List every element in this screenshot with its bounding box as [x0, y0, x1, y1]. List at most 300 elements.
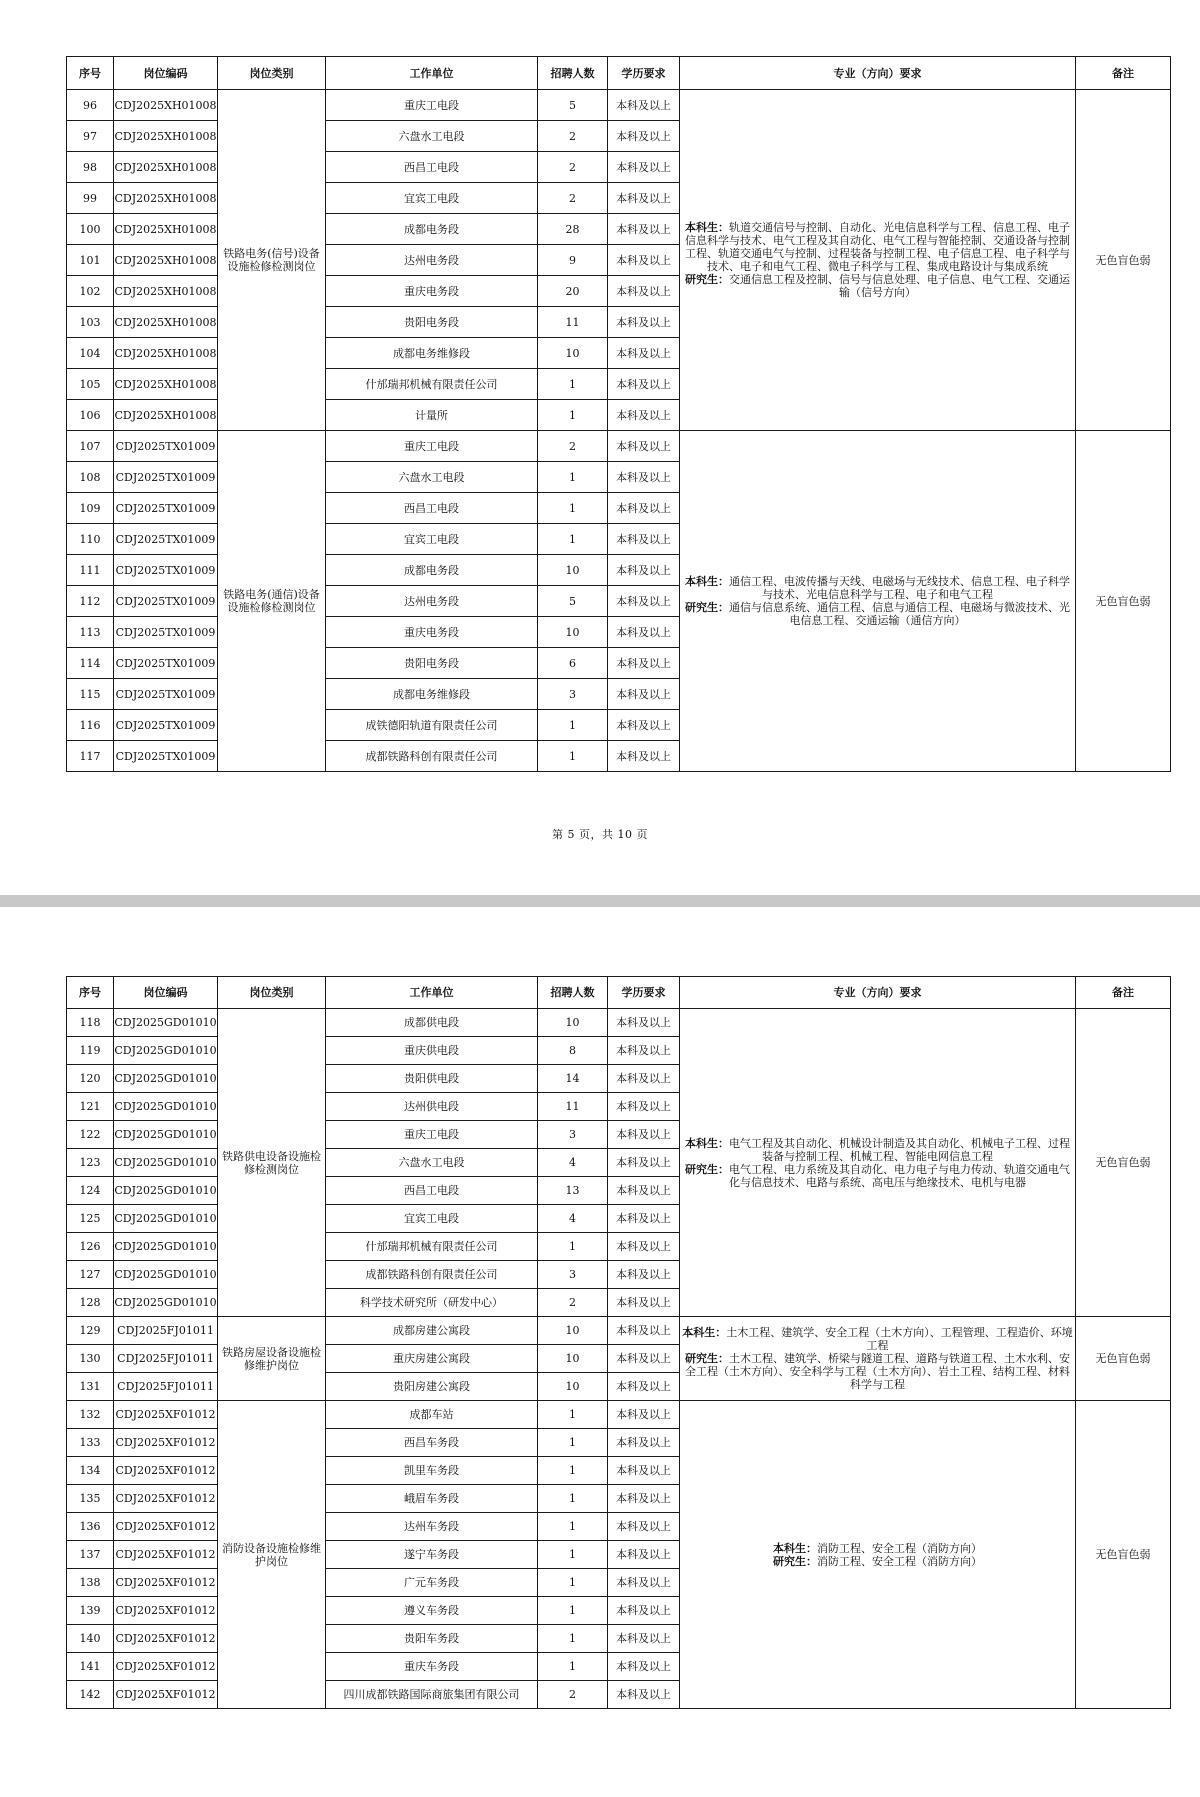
headcount-cell: 8	[538, 1037, 608, 1065]
row-number-cell: 135	[67, 1485, 114, 1513]
header-count: 招聘人数	[538, 57, 608, 90]
headcount-cell: 1	[538, 369, 608, 400]
row-number-cell: 114	[67, 648, 114, 679]
degree-requirement-cell: 本科及以上	[608, 1653, 680, 1681]
degree-requirement-cell: 本科及以上	[608, 586, 680, 617]
header-degree: 学历要求	[608, 977, 680, 1009]
major-level-label: 本科生：	[685, 221, 729, 234]
position-category-cell: 铁路电务(信号)设备设施检修检测岗位	[218, 90, 326, 431]
position-code-cell: CDJ2025XF01012	[114, 1597, 218, 1625]
headcount-cell: 1	[538, 1401, 608, 1429]
position-code-cell: CDJ2025FJ01011	[114, 1317, 218, 1345]
headcount-cell: 10	[538, 1373, 608, 1401]
headcount-cell: 1	[538, 710, 608, 741]
degree-requirement-cell: 本科及以上	[608, 1625, 680, 1653]
work-unit-cell: 成都电务段	[326, 555, 538, 586]
position-code-cell: CDJ2025TX01009	[114, 741, 218, 772]
page-6	[0, 907, 1200, 1797]
position-code-cell: CDJ2025XH01008	[114, 152, 218, 183]
position-code-cell: CDJ2025XH01008	[114, 307, 218, 338]
headcount-cell: 11	[538, 1093, 608, 1121]
degree-requirement-cell: 本科及以上	[608, 1009, 680, 1037]
degree-requirement-cell: 本科及以上	[608, 1233, 680, 1261]
degree-requirement-cell: 本科及以上	[608, 462, 680, 493]
headcount-cell: 3	[538, 679, 608, 710]
degree-requirement-cell: 本科及以上	[608, 1429, 680, 1457]
position-code-cell: CDJ2025TX01009	[114, 555, 218, 586]
degree-requirement-cell: 本科及以上	[608, 493, 680, 524]
degree-requirement-cell: 本科及以上	[608, 152, 680, 183]
row-number-cell: 134	[67, 1457, 114, 1485]
major-level-label: 研究生：	[685, 601, 729, 614]
degree-requirement-cell: 本科及以上	[608, 1681, 680, 1709]
major-level-label: 本科生：	[773, 1541, 817, 1555]
row-number-cell: 122	[67, 1121, 114, 1149]
major-line	[680, 221, 1075, 273]
position-category-cell: 铁路电务(通信)设备设施检修检测岗位	[218, 431, 326, 772]
position-code-cell: CDJ2025GD01010	[114, 1261, 218, 1289]
position-code-cell: CDJ2025GD01010	[114, 1289, 218, 1317]
recruitment-table	[66, 976, 1171, 1709]
headcount-cell: 1	[538, 1541, 608, 1569]
work-unit-cell: 宜宾工电段	[326, 524, 538, 555]
major-list-text: 土木工程、建筑学、桥梁与隧道工程、道路与铁道工程、土木水利、安全工程（土木方向）、安全科学与工程（土木方向）、岩土工程、结构工程、材料科学与工程	[685, 1352, 1070, 1391]
position-code-cell: CDJ2025XH01008	[114, 121, 218, 152]
headcount-cell: 1	[538, 1625, 608, 1653]
work-unit-cell: 遵义车务段	[326, 1597, 538, 1625]
headcount-cell: 4	[538, 1149, 608, 1177]
row-number-cell: 104	[67, 338, 114, 369]
headcount-cell: 2	[538, 431, 608, 462]
work-unit-cell: 六盘水工电段	[326, 462, 538, 493]
work-unit-cell: 遂宁车务段	[326, 1541, 538, 1569]
headcount-cell: 11	[538, 307, 608, 338]
headcount-cell: 10	[538, 617, 608, 648]
work-unit-cell: 西昌工电段	[326, 493, 538, 524]
major-line	[680, 601, 1075, 627]
headcount-cell: 2	[538, 183, 608, 214]
row-number-cell: 124	[67, 1177, 114, 1205]
headcount-cell: 1	[538, 524, 608, 555]
position-code-cell: CDJ2025GD01010	[114, 1205, 218, 1233]
degree-requirement-cell: 本科及以上	[608, 648, 680, 679]
position-code-cell: CDJ2025TX01009	[114, 524, 218, 555]
row-number-cell: 132	[67, 1401, 114, 1429]
work-unit-cell: 达州电务段	[326, 586, 538, 617]
degree-requirement-cell: 本科及以上	[608, 276, 680, 307]
headcount-cell: 14	[538, 1065, 608, 1093]
headcount-cell: 5	[538, 90, 608, 121]
major-line	[680, 1542, 1075, 1555]
work-unit-cell: 科学技术研究所（研发中心）	[326, 1289, 538, 1317]
position-code-cell: CDJ2025XF01012	[114, 1653, 218, 1681]
major-list-text: 消防工程、安全工程（消防方向）	[817, 1554, 982, 1568]
position-code-cell: CDJ2025TX01009	[114, 617, 218, 648]
row-number-cell: 115	[67, 679, 114, 710]
position-code-cell: CDJ2025TX01009	[114, 493, 218, 524]
headcount-cell: 13	[538, 1177, 608, 1205]
headcount-cell: 9	[538, 245, 608, 276]
row-number-cell: 112	[67, 586, 114, 617]
position-code-cell: CDJ2025XH01008	[114, 369, 218, 400]
headcount-cell: 10	[538, 1345, 608, 1373]
header-no: 序号	[67, 977, 114, 1009]
position-code-cell: CDJ2025GD01010	[114, 1149, 218, 1177]
major-line	[680, 1352, 1075, 1391]
position-code-cell: CDJ2025TX01009	[114, 586, 218, 617]
major-line	[680, 1326, 1075, 1352]
major-list-text: 轨道交通信号与控制、自动化、光电信息科学与工程、信息工程、电子信息科学与技术、电气工程及其自动化、电气工程与智能控制、交通设备与控制工程、轨道交通电气与控制、过程装备与控制工程、电子信息工程、电子科学与技术、电子和电气工程、微电子科学与工程、集成电路设计与集成系统	[685, 221, 1070, 273]
headcount-cell: 6	[538, 648, 608, 679]
degree-requirement-cell: 本科及以上	[608, 1093, 680, 1121]
degree-requirement-cell: 本科及以上	[608, 90, 680, 121]
major-list-text: 土木工程、建筑学、安全工程（土木方向）、工程管理、工程造价、环境工程	[726, 1326, 1073, 1352]
header-major: 专业（方向）要求	[680, 977, 1076, 1009]
row-number-cell: 129	[67, 1317, 114, 1345]
row-number-cell: 118	[67, 1009, 114, 1037]
position-code-cell: CDJ2025XF01012	[114, 1513, 218, 1541]
headcount-cell: 5	[538, 586, 608, 617]
remark-cell: 无色盲色弱	[1076, 431, 1171, 772]
table-row	[67, 90, 1171, 121]
row-number-cell: 140	[67, 1625, 114, 1653]
major-level-label: 研究生：	[685, 273, 729, 286]
row-number-cell: 127	[67, 1261, 114, 1289]
work-unit-cell: 成铁德阳轨道有限责任公司	[326, 710, 538, 741]
header-code: 岗位编码	[114, 977, 218, 1009]
position-code-cell: CDJ2025XF01012	[114, 1429, 218, 1457]
major-level-label: 本科生：	[685, 1136, 729, 1150]
headcount-cell: 3	[538, 1261, 608, 1289]
work-unit-cell: 凯里车务段	[326, 1457, 538, 1485]
row-number-cell: 117	[67, 741, 114, 772]
row-number-cell: 123	[67, 1149, 114, 1177]
degree-requirement-cell: 本科及以上	[608, 400, 680, 431]
major-requirement-cell	[680, 431, 1076, 772]
degree-requirement-cell: 本科及以上	[608, 1065, 680, 1093]
position-code-cell: CDJ2025XH01008	[114, 183, 218, 214]
row-number-cell: 101	[67, 245, 114, 276]
work-unit-cell: 重庆工电段	[326, 90, 538, 121]
degree-requirement-cell: 本科及以上	[608, 431, 680, 462]
work-unit-cell: 四川成都铁路国际商旅集团有限公司	[326, 1681, 538, 1709]
position-code-cell: CDJ2025GD01010	[114, 1093, 218, 1121]
headcount-cell: 1	[538, 1597, 608, 1625]
position-code-cell: CDJ2025XF01012	[114, 1541, 218, 1569]
table-row	[67, 431, 1171, 462]
headcount-cell: 10	[538, 555, 608, 586]
major-level-label: 研究生：	[773, 1554, 817, 1568]
position-code-cell: CDJ2025XH01008	[114, 245, 218, 276]
degree-requirement-cell: 本科及以上	[608, 1317, 680, 1345]
work-unit-cell: 重庆房建公寓段	[326, 1345, 538, 1373]
major-requirement-cell	[680, 90, 1076, 431]
position-code-cell: CDJ2025GD01010	[114, 1037, 218, 1065]
work-unit-cell: 峨眉车务段	[326, 1485, 538, 1513]
header-code: 岗位编码	[114, 57, 218, 90]
headcount-cell: 1	[538, 1429, 608, 1457]
row-number-cell: 113	[67, 617, 114, 648]
degree-requirement-cell: 本科及以上	[608, 1289, 680, 1317]
headcount-cell: 1	[538, 1233, 608, 1261]
page-divider	[0, 895, 1200, 907]
work-unit-cell: 广元车务段	[326, 1569, 538, 1597]
work-unit-cell: 宜宾工电段	[326, 1205, 538, 1233]
headcount-cell: 1	[538, 1457, 608, 1485]
work-unit-cell: 重庆供电段	[326, 1037, 538, 1065]
position-category-cell: 消防设备设施检修维护岗位	[218, 1401, 326, 1709]
major-line	[680, 575, 1075, 601]
position-code-cell: CDJ2025GD01010	[114, 1065, 218, 1093]
row-number-cell: 125	[67, 1205, 114, 1233]
position-code-cell: CDJ2025GD01010	[114, 1009, 218, 1037]
page-footer: 第 5 页，共 10 页	[552, 828, 648, 841]
work-unit-cell: 达州供电段	[326, 1093, 538, 1121]
degree-requirement-cell: 本科及以上	[608, 121, 680, 152]
position-code-cell: CDJ2025FJ01011	[114, 1345, 218, 1373]
degree-requirement-cell: 本科及以上	[608, 524, 680, 555]
headcount-cell: 28	[538, 214, 608, 245]
row-number-cell: 119	[67, 1037, 114, 1065]
header-degree: 学历要求	[608, 57, 680, 90]
row-number-cell: 111	[67, 555, 114, 586]
position-category-cell: 铁路房屋设备设施检修维护岗位	[218, 1317, 326, 1401]
position-code-cell: CDJ2025XF01012	[114, 1625, 218, 1653]
work-unit-cell: 成都电务维修段	[326, 679, 538, 710]
header-note: 备注	[1076, 57, 1171, 90]
major-level-label: 本科生：	[685, 575, 729, 588]
row-number-cell: 133	[67, 1429, 114, 1457]
position-code-cell: CDJ2025XH01008	[114, 338, 218, 369]
position-code-cell: CDJ2025TX01009	[114, 679, 218, 710]
major-requirement-cell	[680, 1009, 1076, 1317]
major-level-label: 研究生：	[685, 1162, 729, 1176]
degree-requirement-cell: 本科及以上	[608, 1513, 680, 1541]
position-code-cell: CDJ2025XF01012	[114, 1457, 218, 1485]
major-requirement-cell	[680, 1401, 1076, 1709]
degree-requirement-cell: 本科及以上	[608, 617, 680, 648]
row-number-cell: 100	[67, 214, 114, 245]
row-number-cell: 139	[67, 1597, 114, 1625]
headcount-cell: 10	[538, 1009, 608, 1037]
position-code-cell: CDJ2025FJ01011	[114, 1373, 218, 1401]
major-level-label: 本科生：	[682, 1326, 727, 1339]
headcount-cell: 3	[538, 1121, 608, 1149]
position-code-cell: CDJ2025TX01009	[114, 462, 218, 493]
header-unit: 工作单位	[326, 57, 538, 90]
row-number-cell: 103	[67, 307, 114, 338]
headcount-cell: 1	[538, 1513, 608, 1541]
work-unit-cell: 贵阳电务段	[326, 648, 538, 679]
headcount-cell: 1	[538, 1653, 608, 1681]
work-unit-cell: 重庆工电段	[326, 431, 538, 462]
headcount-cell: 1	[538, 462, 608, 493]
row-number-cell: 107	[67, 431, 114, 462]
major-list-text: 电气工程及其自动化、机械设计制造及其自动化、机械电子工程、过程装备与控制工程、机械工程、智能电网信息工程	[729, 1136, 1070, 1163]
position-code-cell: CDJ2025TX01009	[114, 710, 218, 741]
major-line	[680, 1137, 1075, 1163]
degree-requirement-cell: 本科及以上	[608, 307, 680, 338]
work-unit-cell: 成都房建公寓段	[326, 1317, 538, 1345]
work-unit-cell: 达州车务段	[326, 1513, 538, 1541]
degree-requirement-cell: 本科及以上	[608, 1205, 680, 1233]
work-unit-cell: 重庆电务段	[326, 617, 538, 648]
degree-requirement-cell: 本科及以上	[608, 1569, 680, 1597]
degree-requirement-cell: 本科及以上	[608, 1597, 680, 1625]
degree-requirement-cell: 本科及以上	[608, 1121, 680, 1149]
headcount-cell: 2	[538, 1681, 608, 1709]
major-level-label: 研究生：	[685, 1352, 729, 1365]
row-number-cell: 131	[67, 1373, 114, 1401]
degree-requirement-cell: 本科及以上	[608, 710, 680, 741]
degree-requirement-cell: 本科及以上	[608, 1177, 680, 1205]
work-unit-cell: 成都车站	[326, 1401, 538, 1429]
work-unit-cell: 成都铁路科创有限责任公司	[326, 1261, 538, 1289]
position-code-cell: CDJ2025XF01012	[114, 1681, 218, 1709]
work-unit-cell: 西昌工电段	[326, 1177, 538, 1205]
row-number-cell: 102	[67, 276, 114, 307]
degree-requirement-cell: 本科及以上	[608, 369, 680, 400]
degree-requirement-cell: 本科及以上	[608, 1401, 680, 1429]
major-list-text: 交通信息工程及控制、信号与信息处理、电子信息、电气工程、交通运输（信号方向）	[729, 273, 1070, 299]
work-unit-cell: 贵阳供电段	[326, 1065, 538, 1093]
degree-requirement-cell: 本科及以上	[608, 1541, 680, 1569]
work-unit-cell: 重庆车务段	[326, 1653, 538, 1681]
work-unit-cell: 六盘水工电段	[326, 121, 538, 152]
work-unit-cell: 成都供电段	[326, 1009, 538, 1037]
row-number-cell: 105	[67, 369, 114, 400]
major-line	[680, 1555, 1075, 1568]
headcount-cell: 4	[538, 1205, 608, 1233]
degree-requirement-cell: 本科及以上	[608, 1261, 680, 1289]
header-no: 序号	[67, 57, 114, 90]
degree-requirement-cell: 本科及以上	[608, 741, 680, 772]
remark-cell: 无色盲色弱	[1076, 1317, 1171, 1401]
degree-requirement-cell: 本科及以上	[608, 245, 680, 276]
row-number-cell: 126	[67, 1233, 114, 1261]
work-unit-cell: 什邡瑞邦机械有限责任公司	[326, 1233, 538, 1261]
degree-requirement-cell: 本科及以上	[608, 1373, 680, 1401]
row-number-cell: 110	[67, 524, 114, 555]
position-code-cell: CDJ2025GD01010	[114, 1177, 218, 1205]
headcount-cell: 2	[538, 1289, 608, 1317]
degree-requirement-cell: 本科及以上	[608, 183, 680, 214]
headcount-cell: 1	[538, 1485, 608, 1513]
position-code-cell: CDJ2025GD01010	[114, 1233, 218, 1261]
row-number-cell: 141	[67, 1653, 114, 1681]
table-row	[67, 1317, 1171, 1345]
remark-cell: 无色盲色弱	[1076, 1401, 1171, 1709]
work-unit-cell: 什邡瑞邦机械有限责任公司	[326, 369, 538, 400]
major-list-text: 通信工程、电波传播与天线、电磁场与无线技术、信息工程、电子科学与技术、光电信息科学与工程、电子和电气工程	[729, 575, 1070, 601]
page-5	[0, 0, 1200, 895]
degree-requirement-cell: 本科及以上	[608, 1485, 680, 1513]
headcount-cell: 1	[538, 741, 608, 772]
header-unit: 工作单位	[326, 977, 538, 1009]
work-unit-cell: 重庆工电段	[326, 1121, 538, 1149]
header-note: 备注	[1076, 977, 1171, 1009]
row-number-cell: 98	[67, 152, 114, 183]
headcount-cell: 10	[538, 1317, 608, 1345]
row-number-cell: 99	[67, 183, 114, 214]
row-number-cell: 130	[67, 1345, 114, 1373]
row-number-cell: 136	[67, 1513, 114, 1541]
recruitment-table	[66, 56, 1171, 772]
headcount-cell: 1	[538, 400, 608, 431]
position-category-cell: 铁路供电设备设施检修检测岗位	[218, 1009, 326, 1317]
degree-requirement-cell: 本科及以上	[608, 1457, 680, 1485]
degree-requirement-cell: 本科及以上	[608, 1149, 680, 1177]
table-header-row	[67, 57, 1171, 90]
header-count: 招聘人数	[538, 977, 608, 1009]
position-code-cell: CDJ2025XF01012	[114, 1569, 218, 1597]
work-unit-cell: 贵阳房建公寓段	[326, 1373, 538, 1401]
row-number-cell: 120	[67, 1065, 114, 1093]
table-row	[67, 1401, 1171, 1429]
position-code-cell: CDJ2025XH01008	[114, 400, 218, 431]
headcount-cell: 1	[538, 493, 608, 524]
work-unit-cell: 成都电务段	[326, 214, 538, 245]
major-line	[680, 1163, 1075, 1189]
position-code-cell: CDJ2025TX01009	[114, 431, 218, 462]
work-unit-cell: 宜宾工电段	[326, 183, 538, 214]
row-number-cell: 121	[67, 1093, 114, 1121]
headcount-cell: 1	[538, 1569, 608, 1597]
degree-requirement-cell: 本科及以上	[608, 1037, 680, 1065]
degree-requirement-cell: 本科及以上	[608, 555, 680, 586]
header-category: 岗位类别	[218, 977, 326, 1009]
work-unit-cell: 贵阳车务段	[326, 1625, 538, 1653]
work-unit-cell: 重庆电务段	[326, 276, 538, 307]
row-number-cell: 142	[67, 1681, 114, 1709]
position-code-cell: CDJ2025XH01008	[114, 90, 218, 121]
row-number-cell: 137	[67, 1541, 114, 1569]
major-list-text: 消防工程、安全工程（消防方向）	[817, 1541, 982, 1555]
degree-requirement-cell: 本科及以上	[608, 338, 680, 369]
headcount-cell: 20	[538, 276, 608, 307]
row-number-cell: 128	[67, 1289, 114, 1317]
row-number-cell: 108	[67, 462, 114, 493]
row-number-cell: 109	[67, 493, 114, 524]
headcount-cell: 10	[538, 338, 608, 369]
remark-cell: 无色盲色弱	[1076, 1009, 1171, 1317]
work-unit-cell: 达州电务段	[326, 245, 538, 276]
position-code-cell: CDJ2025XH01008	[114, 276, 218, 307]
row-number-cell: 97	[67, 121, 114, 152]
work-unit-cell: 贵阳电务段	[326, 307, 538, 338]
position-code-cell: CDJ2025GD01010	[114, 1121, 218, 1149]
work-unit-cell: 成都电务维修段	[326, 338, 538, 369]
major-list-text: 电气工程、电力系统及其自动化、电力电子与电力传动、轨道交通电气化与信息技术、电路与系统、高电压与绝缘技术、电机与电器	[729, 1162, 1070, 1189]
work-unit-cell: 成都铁路科创有限责任公司	[326, 741, 538, 772]
work-unit-cell: 计量所	[326, 400, 538, 431]
row-number-cell: 106	[67, 400, 114, 431]
position-code-cell: CDJ2025TX01009	[114, 648, 218, 679]
headcount-cell: 2	[538, 121, 608, 152]
degree-requirement-cell: 本科及以上	[608, 214, 680, 245]
work-unit-cell: 六盘水工电段	[326, 1149, 538, 1177]
work-unit-cell: 西昌工电段	[326, 152, 538, 183]
position-code-cell: CDJ2025XH01008	[114, 214, 218, 245]
position-code-cell: CDJ2025XF01012	[114, 1401, 218, 1429]
table-header-row	[67, 977, 1171, 1009]
degree-requirement-cell: 本科及以上	[608, 1345, 680, 1373]
header-major: 专业（方向）要求	[680, 57, 1076, 90]
major-list-text: 通信与信息系统、通信工程、信息与通信工程、电磁场与微波技术、光电信息工程、交通运输（通信方向）	[729, 601, 1070, 627]
degree-requirement-cell: 本科及以上	[608, 679, 680, 710]
row-number-cell: 96	[67, 90, 114, 121]
table-row	[67, 1009, 1171, 1037]
